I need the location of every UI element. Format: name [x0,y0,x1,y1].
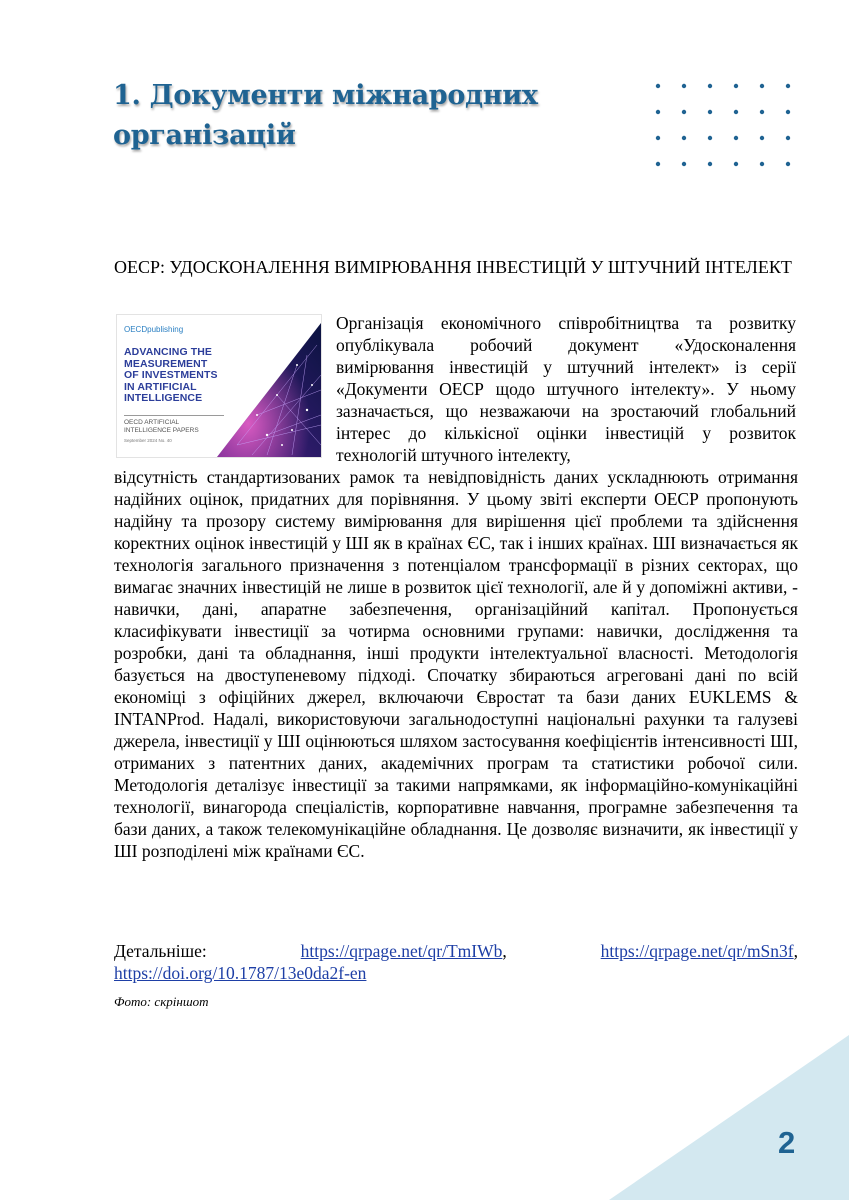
cover-date: September 2024 No. 40 [124,438,172,443]
article-paragraph-intro: Організація економічного співробітництва та розвитку опублікувала робочий документ «Удосконалення вимірювання інвестицій у штучний інтелект» із серії «Документи ОЕСР щодо штучного інтелекту». У ньому зазначається, що незважаючи на зростаючий глобальний інтерес до кількісної оцінки інвестицій у розвиток технологій штучного інтелекту, [336,313,796,465]
link-qrpage-1[interactable]: https://qrpage.net/qr/TmIWb [300,941,503,961]
more-info-links: Детальніше: https://qrpage.net/qr/TmIWb, https://qrpage.net/qr/mSn3f, https://doi.org/10.1787/13e0da2f-en [114,941,798,983]
report-cover-image [116,314,322,458]
heading-line-2: організацій [113,120,296,151]
page-number: 2 [778,1125,796,1160]
cover-brand: OECDpublishing [124,325,184,334]
cover-title: ADVANCING THE MEASUREMENT OF INVESTMENTS IN ARTIFICIAL INTELLIGENCE [124,346,218,404]
link-qrpage-2[interactable]: https://qrpage.net/qr/mSn3f [600,941,794,961]
link-doi[interactable]: https://doi.org/10.1787/13e0da2f-en [114,963,367,983]
cover-series: OECD ARTIFICIAL INTELLIGENCE PAPERS [124,419,199,434]
decorative-corner-triangle [609,1035,849,1200]
article-paragraph-body: відсутність стандартизованих рамок та невідповідність даних ускладнюють отримання надійних оцінок, придатних для порівняння. У цьому звіті експерти ОЕСР пропонують надійну та прозору систему вимірювання для вирішення цієї проблеми та здійснення коректних оцінок інвестицій у ШІ як в країнах ЄС, так і інших країнах. ШІ визначається як технологія загального призначення з потенціалом трансформації в різних секторах, що вимагає значних інвестицій не лише в розвиток цієї технології, але й у допоміжні активи, - навички, дані, апаратне забезпечення, організаційний капітал. Пропонується класифікувати інвестиції за чотирма основними групами: навички, дослідження та розробки, дані та обладнання, інші продукти інтелектуальної власності. Методологія базується на двоступеневому підході. Спочатку збираються агреговані дані по всій економіці з офіційних джерел, включаючи Євростат та бази даних EUKLEMS & INTANProd. Надалі, використовуючи загальнодоступні національні рахунки та галузеві джерела, інвестиції у ШІ оцінюються шляхом застосування коефіцієнтів інтенсивності ШІ, отриманих з патентних даних, академічних програм та статистики робочої сили. Методологія деталізує інвестиції за такими напрямками, як інформаційно-комунікаційні технології, винагорода спеціалістів, корпоративне навчання, програмне забезпечення та бази даних, а також телекомунікаційне обладнання. Це дозволяє визначити, як інвестиції у ШІ розподілені між країнами ЄС. [114,467,798,861]
cover-divider [124,415,224,416]
heading-line-1: 1. Документи міжнародних [113,80,538,111]
photo-caption: Фото: скріншот [114,994,209,1009]
section-heading [113,76,573,156]
article-title: OECP: УДОСКОНАЛЕННЯ ВИМІРЮВАННЯ ІНВЕСТИЦІЙ У ШТУЧНИЙ ІНТЕЛЕКТ [114,257,792,277]
decorative-dot-grid [655,83,795,173]
more-label: Детальніше: [114,941,207,961]
